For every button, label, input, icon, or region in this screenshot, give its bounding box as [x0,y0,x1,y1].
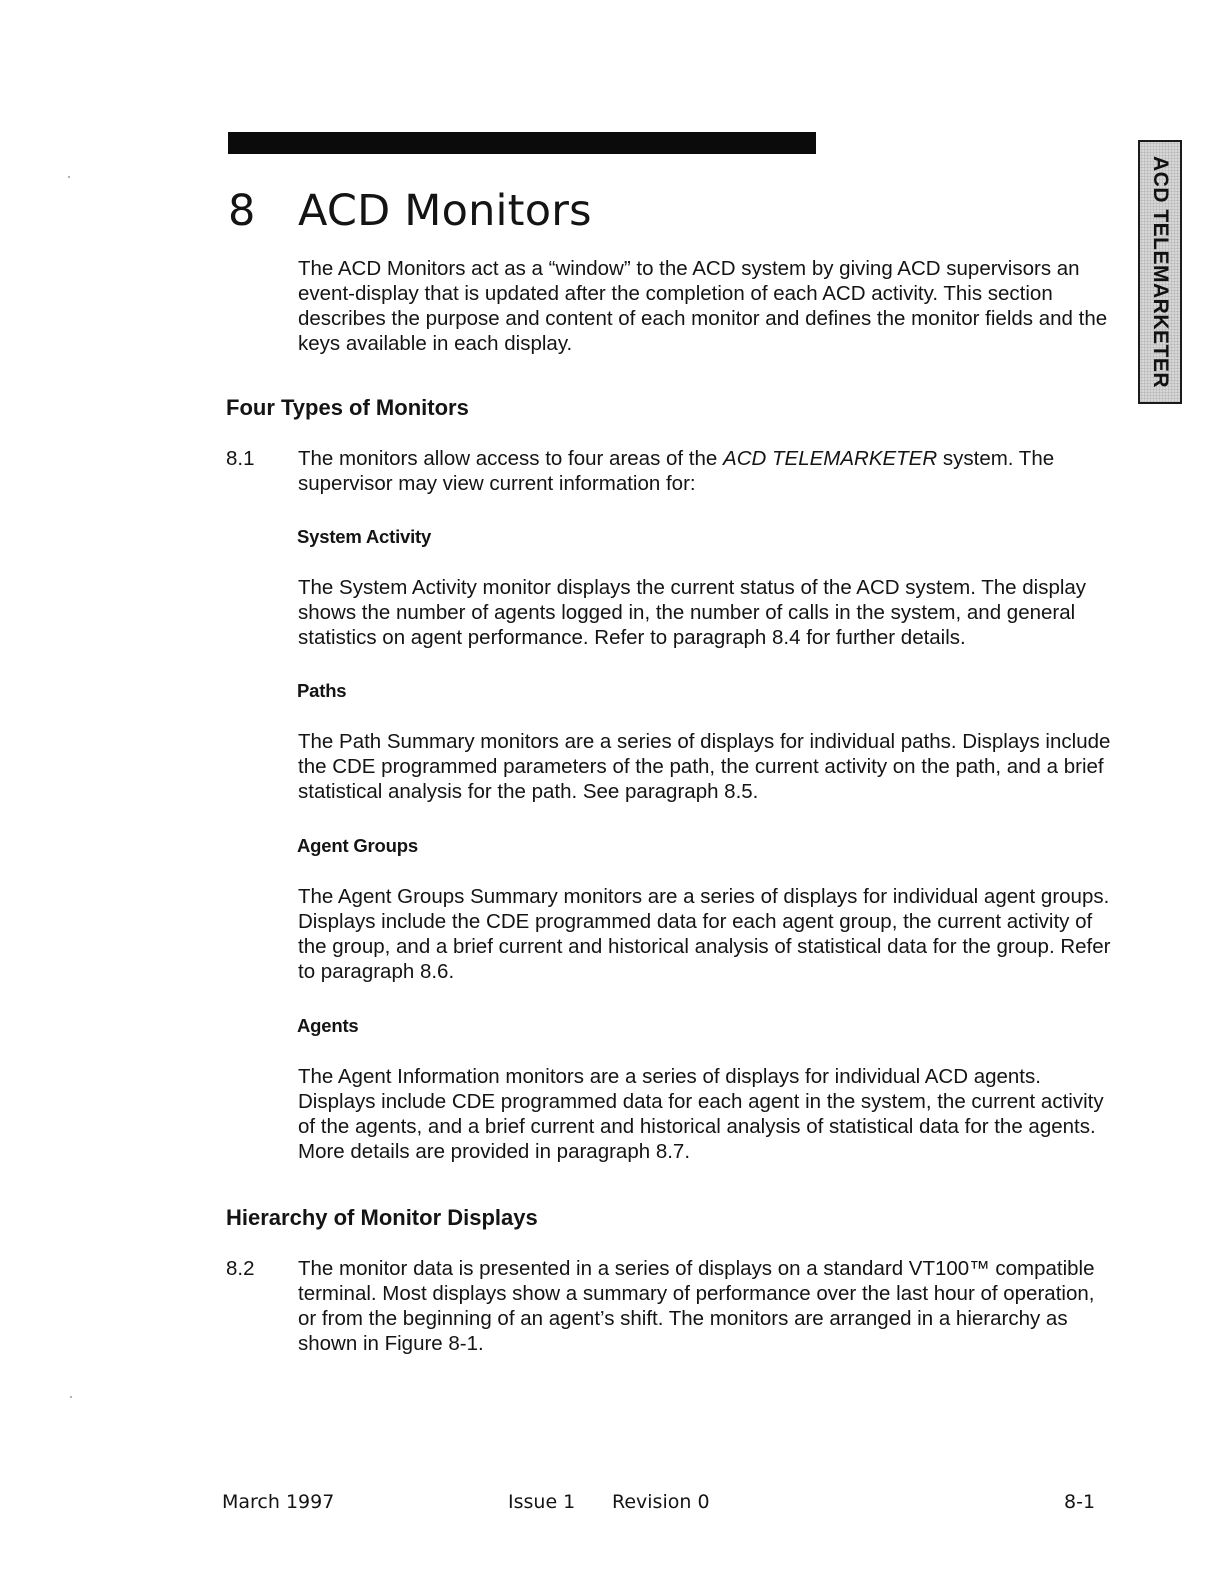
title-rule-bar [228,132,816,154]
chapter-title-text: ACD Monitors [298,185,592,236]
subheading-paths: Paths [297,680,347,701]
scan-speck [70,1396,72,1398]
paths-paragraph: The Path Summary monitors are a series of displays for individual paths. Displays include the CDE programmed parameters of the path, the current activity on the path, and a brief statistical analysis for the path. See paragraph 8.5. [298,730,1111,803]
side-tab [1138,140,1182,404]
agents-paragraph: The Agent Information monitors are a series of displays for individual ACD agents. Displays include CDE programmed data for each agent in the system, the current activity of the agents, and a brief current and historical analysis of statistical data for the agents. More details are provided in paragraph 8.7. [298,1065,1104,1163]
paragraph-8-1-text-end: system. The supervisor may view current information for: [298,447,1055,495]
paragraph-8-1 [298,446,1118,496]
system-activity-paragraph: The System Activity monitor displays the current status of the ACD system. The display shows the number of agents logged in, the number of calls in the system, and general statistics on agent performance. Refer to paragraph 8.4 for further details. [298,576,1087,649]
footer-revision: Revision 0 [612,1491,710,1513]
footer-page-number: 8-1 [1064,1491,1096,1513]
agent-groups-paragraph: The Agent Groups Summary monitors are a series of displays for individual agent groups. Displays include the CDE programmed data for each agent group, the current activity of the group, and a brief current and historical analysis of statistical data for the group. Refer to paragraph 8.6. [298,885,1111,983]
subheading-agents: Agents [297,1015,359,1036]
footer-issue: Issue 1 [508,1491,576,1513]
paragraph-number-8-1: 8.1 [226,447,255,470]
chapter-title [228,183,592,239]
subheading-agent-groups: Agent Groups [297,835,418,856]
intro-paragraph: The ACD Monitors act as a “window” to the ACD system by giving ACD supervisors an event-display that is updated after the completion of each ACD activity. This section describes the purpose and content of each monitor and defines the monitor fields and the keys available in each display. [298,257,1108,355]
subheading-system-activity: System Activity [297,526,432,547]
footer-date: March 1997 [222,1491,335,1513]
section-heading-four-types: Four Types of Monitors [226,395,469,420]
paragraph-8-2: The monitor data is presented in a series of displays on a standard VT100™ compatible terminal. Most displays show a summary of performance over the last hour of operation, or from the beginning of an agent’s shift. The monitors are arranged in a hierarchy as shown in Figure 8-1. [298,1257,1095,1355]
chapter-number: 8 [228,185,256,236]
paragraph-number-8-2: 8.2 [226,1257,255,1280]
paragraph-8-1-text-start: The monitors allow access to four areas of the [298,447,724,470]
section-heading-hierarchy: Hierarchy of Monitor Displays [226,1205,538,1230]
side-tab-label: ACD TELEMARKETER [1149,156,1172,388]
scan-speck [68,176,70,178]
product-name-italic: ACD TELEMARKETER [723,447,938,470]
